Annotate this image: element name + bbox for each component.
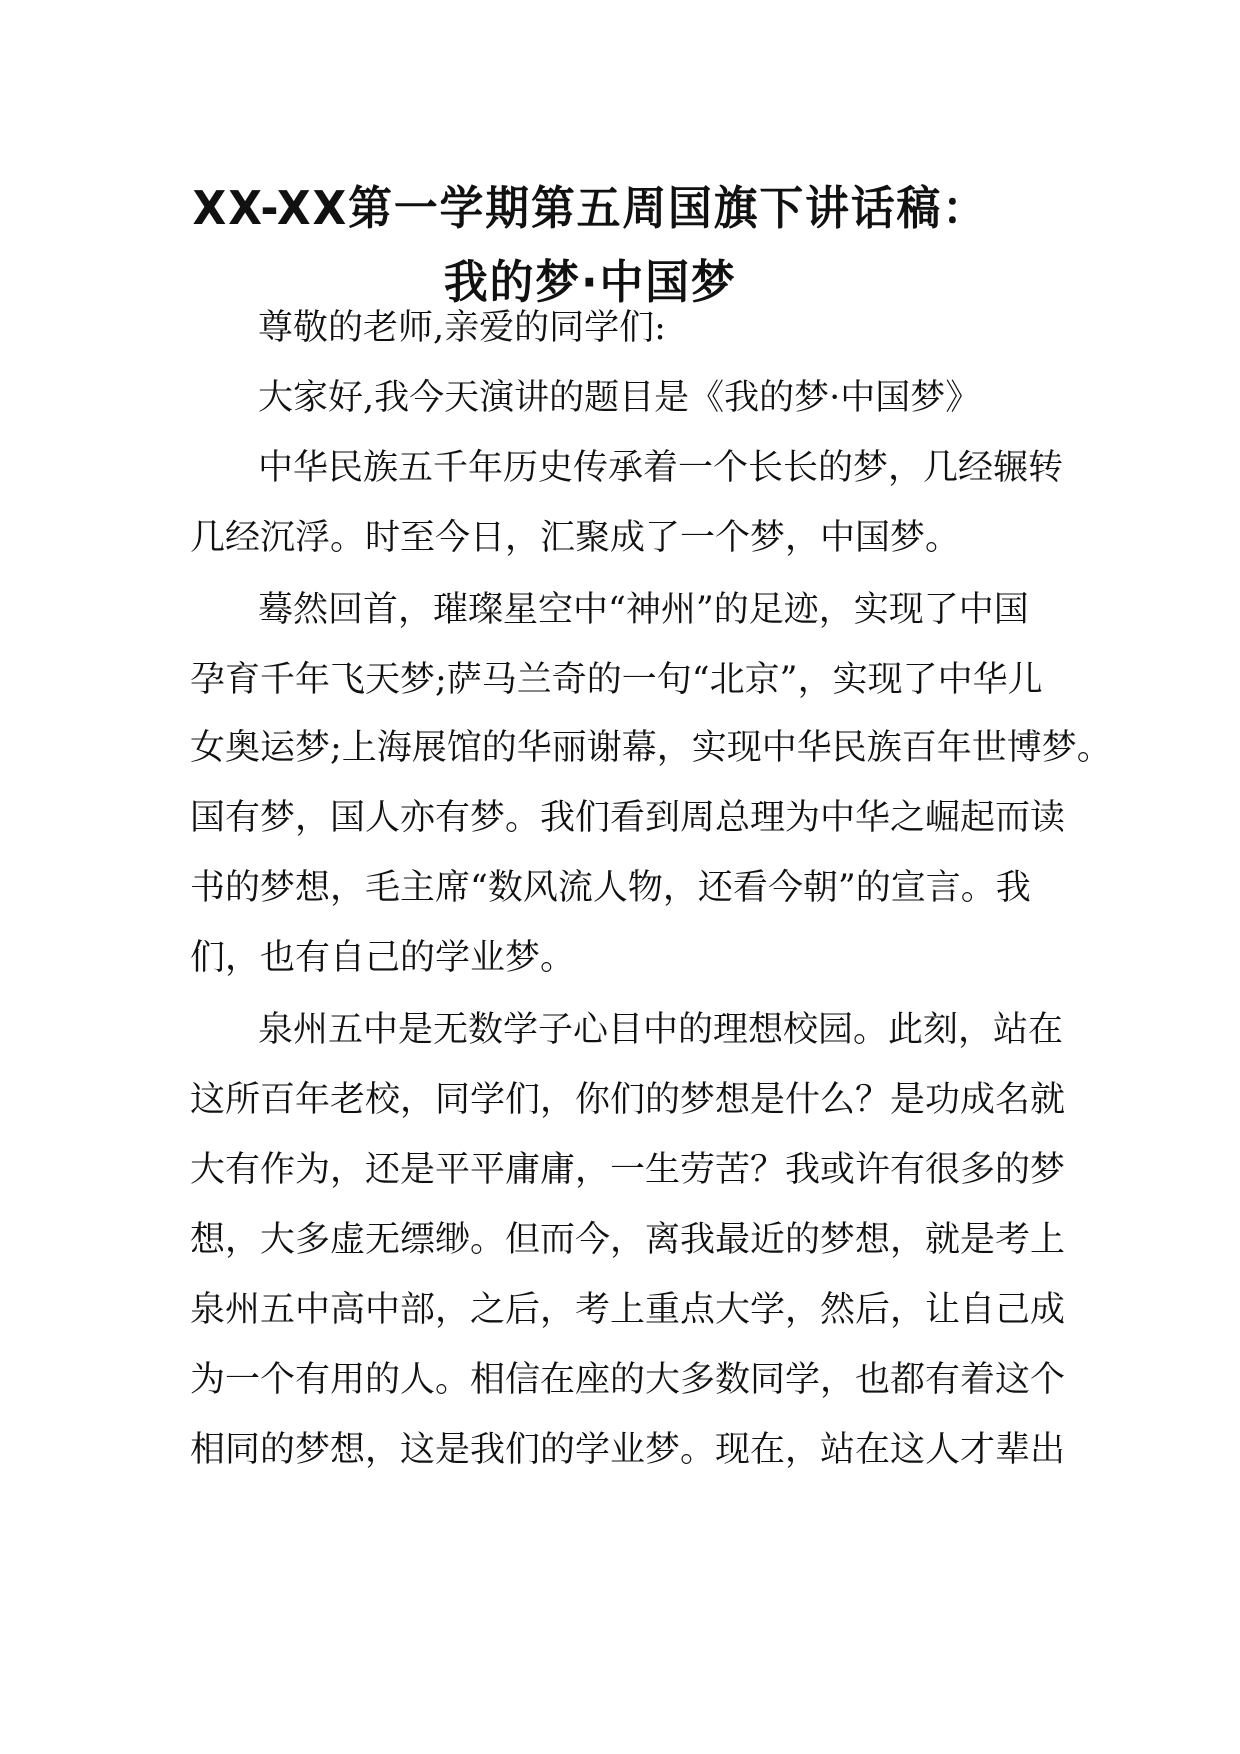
paragraph-line: 为一个有用的人。相信在座的大多数同学，也都有着这个 <box>190 1360 1066 1400</box>
paragraph-line: 想，大多虚无缥缈。但而今，离我最近的梦想，就是考上 <box>190 1220 1066 1260</box>
greeting-line: 大家好,我今天演讲的题目是《我的梦·中国梦》 <box>258 378 981 418</box>
paragraph-line: 书的梦想，毛主席“数风流人物，还看今朝”的宣言。我 <box>190 868 1031 908</box>
paragraph-line: 这所百年老校，同学们，你们的梦想是什么？是功成名就 <box>190 1080 1066 1120</box>
paragraph-line: 几经沉浮。时至今日，汇聚成了一个梦，中国梦。 <box>190 518 961 558</box>
paragraph-line: 泉州五中高中部，之后，考上重点大学，然后，让自己成 <box>190 1290 1066 1330</box>
paragraph-line: 中华民族五千年历史传承着一个长长的梦，几经辗转 <box>258 448 1064 488</box>
document-title-line-2: 我的梦·中国梦 <box>443 255 737 309</box>
paragraph-line: 大有作为，还是平平庸庸，一生劳苦？我或许有很多的梦 <box>190 1150 1066 1190</box>
paragraph-line: 们，也有自己的学业梦。 <box>190 938 576 978</box>
paragraph-line: 泉州五中是无数学子心目中的理想校园。此刻，站在 <box>258 1010 1064 1050</box>
salutation: 尊敬的老师,亲爱的同学们: <box>258 308 666 348</box>
paragraph-line: 相同的梦想，这是我们的学业梦。现在，站在这人才辈出 <box>190 1430 1066 1470</box>
paragraph-line: 蓦然回首，璀璨星空中“神州”的足迹，实现了中国 <box>258 590 1029 630</box>
paragraph-line: 女奥运梦;上海展馆的华丽谢幕，实现中华民族百年世博梦。 <box>190 728 1112 768</box>
paragraph-line: 孕育千年飞天梦;萨马兰奇的一句“北京”，实现了中华儿 <box>190 660 1043 700</box>
document-title-line-1: XX-XX第一学期第五周国旗下讲话稿： <box>192 181 988 235</box>
paragraph-line: 国有梦，国人亦有梦。我们看到周总理为中华之崛起而读 <box>190 798 1066 838</box>
